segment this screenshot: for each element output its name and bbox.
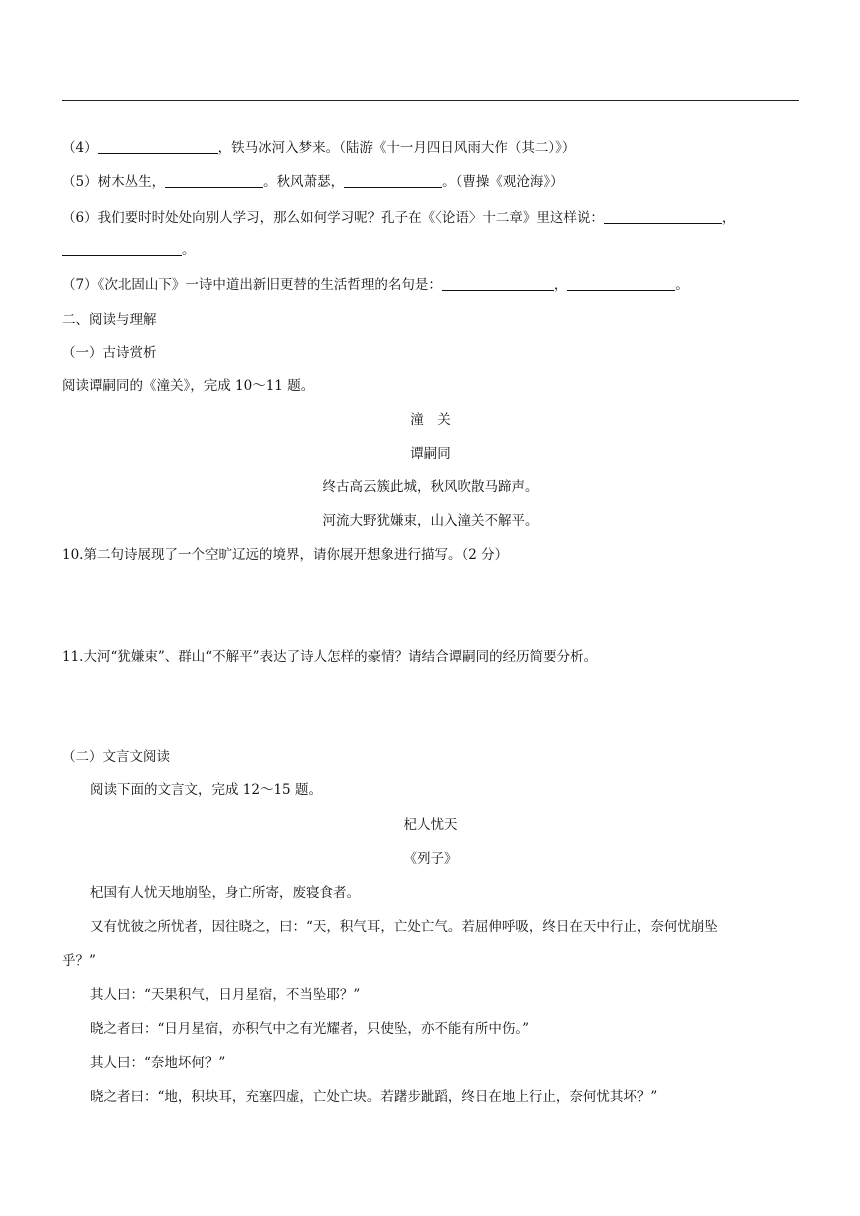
passage-paragraph: 其人曰：“奈地坏何？” [90, 1055, 226, 1071]
question-text: ，铁马冰河入梦来。（陆游《十一月四日风雨大作（其二）》） [217, 140, 576, 156]
punctuation: 。 [182, 242, 196, 258]
answer-blank[interactable] [98, 139, 218, 154]
part-title: （一）古诗赏析 [62, 345, 157, 361]
answer-blank[interactable] [442, 276, 554, 291]
question-number: （7） [62, 277, 98, 293]
question-number: （6） [62, 210, 98, 226]
question-number: （4） [62, 140, 98, 156]
text-author: 《列子》 [403, 851, 458, 867]
question-text: 。（曹操《观沧海》） [442, 174, 564, 190]
question-6-continued [62, 240, 802, 260]
passage-paragraph-continued: 乎？” [62, 953, 96, 969]
answer-blank[interactable] [344, 173, 442, 188]
poem-author: 谭嗣同 [410, 446, 451, 462]
passage-paragraph: 其人曰：“天果积气，日月星宿，不当坠耶？” [90, 987, 361, 1003]
reading-instruction: 阅读下面的文言文，完成 12～15 题。 [90, 782, 322, 798]
question-7 [62, 275, 802, 295]
question-4 [62, 138, 802, 158]
punctuation: ， [721, 210, 736, 226]
passage-paragraph: 晓之者曰：“日月星宿，亦积气中之有光耀者，只使坠，亦不能有所中伤。” [90, 1021, 530, 1037]
punctuation: 。 [675, 277, 689, 293]
answer-blank[interactable] [567, 276, 675, 291]
answer-blank[interactable] [604, 209, 722, 224]
question-6 [62, 208, 802, 228]
part-title: （二）文言文阅读 [62, 749, 170, 765]
question-number: （5） [62, 174, 98, 190]
poem-line: 河流大野犹嫌束，山入潼关不解平。 [322, 513, 539, 529]
poem-line: 终古高云簇此城，秋风吹散马蹄声。 [322, 479, 539, 495]
passage-paragraph: 晓之者曰：“地，积块耳，充塞四虚，亡处亡块。若躇步跐蹈，终日在地上行止，奈何忧其坏？” [90, 1089, 658, 1105]
question-5 [62, 172, 802, 192]
question-11: 11.大河“犹嫌束”、群山“不解平”表达了诗人怎样的豪情？请结合谭嗣同的经历简要分析。 [62, 649, 598, 665]
section-title: 二、阅读与理解 [62, 312, 157, 328]
passage-paragraph: 杞国有人忧天地崩坠，身亡所寄，废寝食者。 [90, 885, 360, 901]
question-text: 我们要时时处处向别人学习，那么如何学习呢？孔子在《〈论语〉十二章》里这样说： [97, 210, 604, 226]
punctuation: ， [553, 277, 568, 293]
text-title: 杞人忧天 [403, 817, 458, 833]
question-10: 10.第二句诗展现了一个空旷辽远的境界，请你展开想象进行描写。（2 分） [62, 547, 509, 563]
reading-instruction: 阅读谭嗣同的《潼关》，完成 10～11 题。 [62, 378, 315, 394]
question-text: 树木丛生， [97, 174, 166, 190]
question-text: 。秋风萧瑟， [263, 174, 345, 190]
question-text: 《次北固山下》一诗中道出新旧更替的生活哲理的名句是： [97, 277, 442, 293]
answer-blank[interactable] [165, 173, 263, 188]
header-rule [62, 100, 799, 101]
passage-paragraph: 又有忧彼之所忧者，因往晓之，曰：“天，积气耳，亡处亡气。若屈伸呼吸，终日在天中行止，奈何忧崩坠 [90, 919, 718, 935]
poem-title: 潼 关 [410, 412, 451, 428]
answer-blank[interactable] [62, 241, 182, 256]
